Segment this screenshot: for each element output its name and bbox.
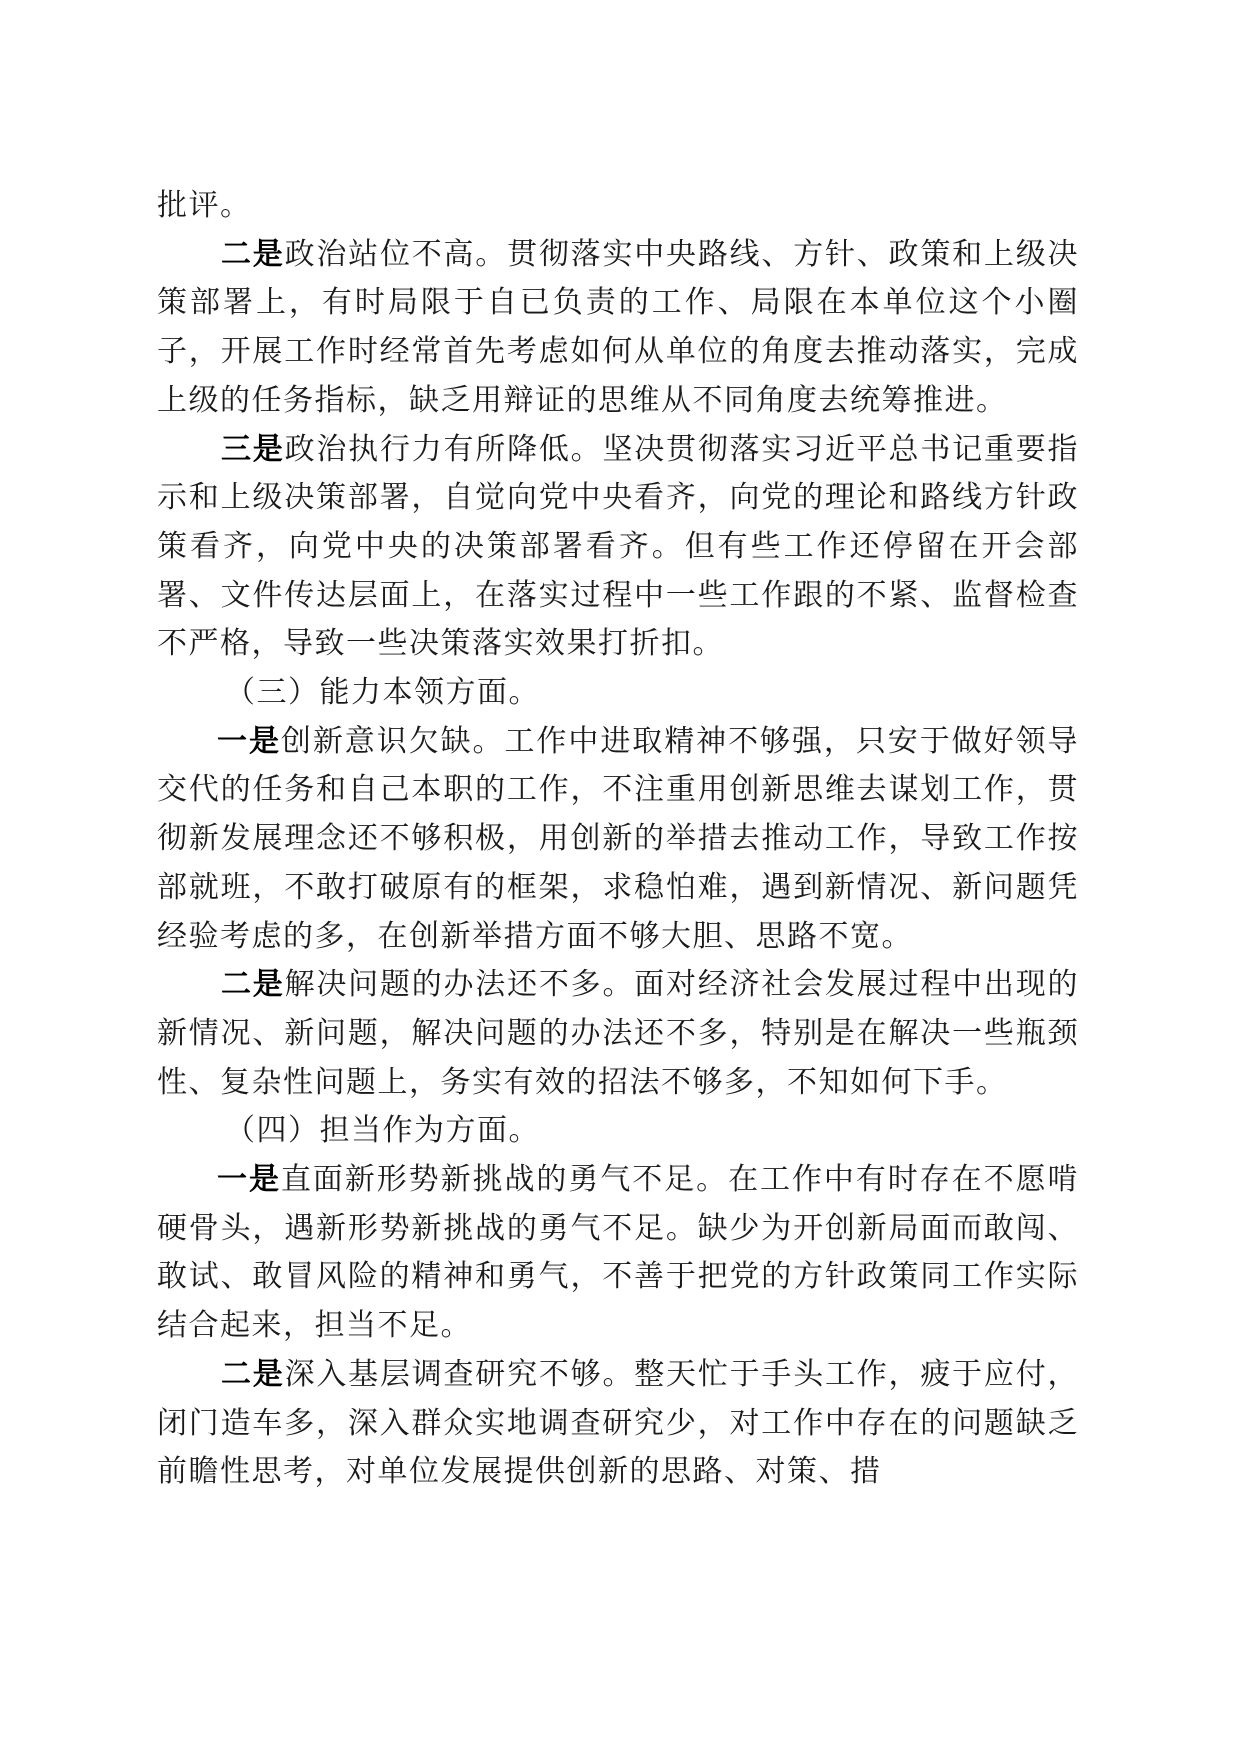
section-heading-text: （三）能力本领方面。: [225, 675, 540, 711]
section-heading-4: [157, 1107, 1079, 1156]
paragraph-text: 直面新形势新挑战的勇气不足。在工作中有时存在不愿啃硬骨头，遇新形势新挑战的勇气不足。缺少为开创新局面而敢闯、敢试、敢冒风险的精神和勇气，不善于把党的方针政策同工作实际结合起来，担当不足。: [157, 1162, 1080, 1344]
paragraph-lead: 二是: [221, 236, 285, 272]
paragraph-text: 批评。: [157, 188, 252, 223]
paragraph-6: [157, 1156, 1079, 1351]
paragraph-text: 政治执行力有所降低。坚决贯彻落实习近平总书记重要指示和上级决策部署，自觉向党中央看齐，向党的理论和路线方针政策看齐，向党中央的决策部署看齐。但有些工作还停留在开会部署、文件传达层面上，在落实过程中一些工作跟的不紧、监督检查不严格，导致一些决策落实效果打折扣。: [157, 431, 1080, 662]
paragraph-text: 深入基层调查研究不够。整天忙于手头工作，疲于应付，闭门造车多，深入群众实地调查研究少，对工作中存在的问题缺乏前瞻性思考，对单位发展提供创新的思路、对策、措: [157, 1356, 1080, 1490]
paragraph-lead: 二是: [221, 967, 285, 1003]
paragraph-lead: 一是: [217, 723, 281, 759]
paragraph-text: 解决问题的办法还不多。面对经济社会发展过程中出现的新情况、新问题，解决问题的办法还不多，特别是在解决一些瓶颈性、复杂性问题上，务实有效的招法不够多，不知如何下手。: [157, 967, 1080, 1100]
document-body: [157, 182, 1079, 1497]
paragraph-text: 创新意识欠缺。工作中进取精神不够强，只安于做好领导交代的任务和自己本职的工作，不注重用创新思维去谋划工作，贯彻新发展理念还不够积极，用创新的举措去推动工作，导致工作按部就班，不敢打破原有的框架，求稳怕难，遇到新情况、新问题凭经验考虑的多，在创新举措方面不够大胆、思路不宽。: [157, 723, 1080, 954]
paragraph-7: [157, 1351, 1079, 1497]
paragraph-2: [157, 231, 1079, 426]
paragraph-1: [157, 182, 1079, 231]
paragraph-3: [157, 426, 1079, 670]
section-heading-text: （四）担当作为方面。: [225, 1113, 540, 1149]
paragraph-lead: 二是: [221, 1356, 285, 1392]
paragraph-lead: 一是: [217, 1162, 281, 1198]
paragraph-5: [157, 961, 1079, 1107]
section-heading-3: [157, 669, 1079, 718]
paragraph-text: 政治站位不高。贯彻落实中央路线、方针、政策和上级决策部署上，有时局限于自已负责的工作、局限在本单位这个小圈子，开展工作时经常首先考虑如何从单位的角度去推动落实，完成上级的任务指标，缺乏用辩证的思维从不同角度去统筹推进。: [157, 236, 1080, 418]
paragraph-4: [157, 718, 1079, 962]
paragraph-lead: 三是: [221, 431, 285, 467]
